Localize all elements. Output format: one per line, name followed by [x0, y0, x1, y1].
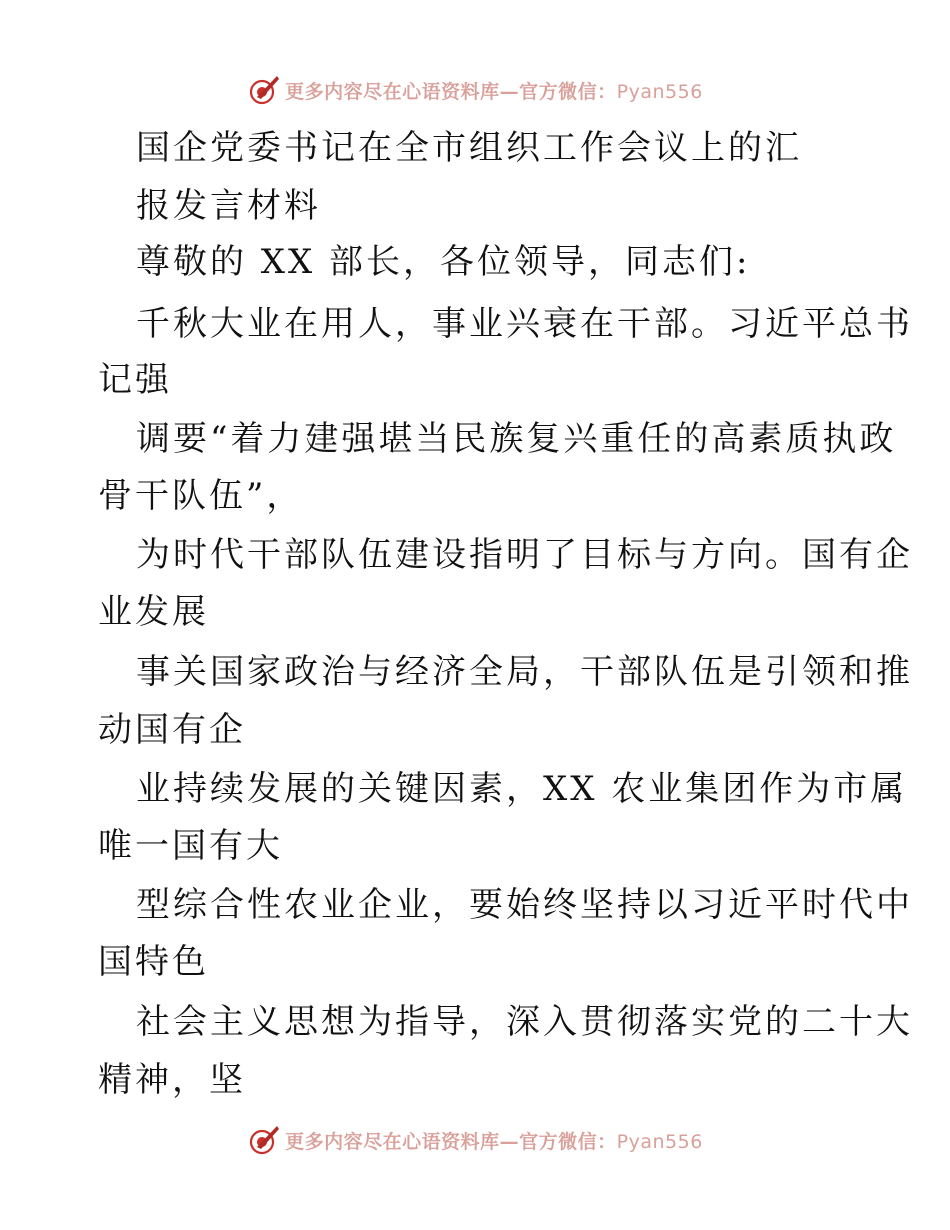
title-line-2: 报发言材料: [136, 186, 321, 226]
text-line: 精神，坚: [98, 1060, 246, 1100]
header-banner: [0, 70, 950, 110]
text-line: 业持续发展的关键因素，XX 农业集团作为市属: [136, 769, 908, 809]
text-line: 国特色: [98, 942, 209, 982]
text-line: 型综合性农业企业，要始终坚持以习近平时代中: [136, 885, 913, 925]
banner-text: 更多内容尽在心语资料库—官方微信：Pyan556: [285, 80, 703, 103]
quill-logo-icon: [247, 1123, 281, 1157]
banner-text: 更多内容尽在心语资料库—官方微信：Pyan556: [285, 1130, 703, 1153]
quill-logo-icon: [247, 73, 281, 107]
text-line: 为时代干部队伍建设指明了目标与方向。国有企: [136, 535, 913, 575]
text-line: 调要“着力建强堪当民族复兴重任的高素质执政: [136, 419, 897, 459]
text-line: 社会主义思想为指导，深入贯彻落实党的二十大: [136, 1002, 913, 1042]
title-line-1: 国企党委书记在全市组织工作会议上的汇: [136, 128, 802, 168]
text-line: 唯一国有大: [98, 826, 283, 866]
salutation: 尊敬的 XX 部长，各位领导，同志们:: [136, 242, 751, 282]
text-line: 动国有企: [98, 710, 246, 750]
footer-banner: [0, 1120, 950, 1160]
text-line: 记强: [98, 360, 172, 400]
text-line: 千秋大业在用人，事业兴衰在干部。习近平总书: [136, 304, 913, 344]
text-line: 事关国家政治与经济全局，干部队伍是引领和推: [136, 652, 913, 692]
text-line: 业发展: [98, 592, 209, 632]
text-line: 骨干队伍”，: [98, 476, 304, 516]
